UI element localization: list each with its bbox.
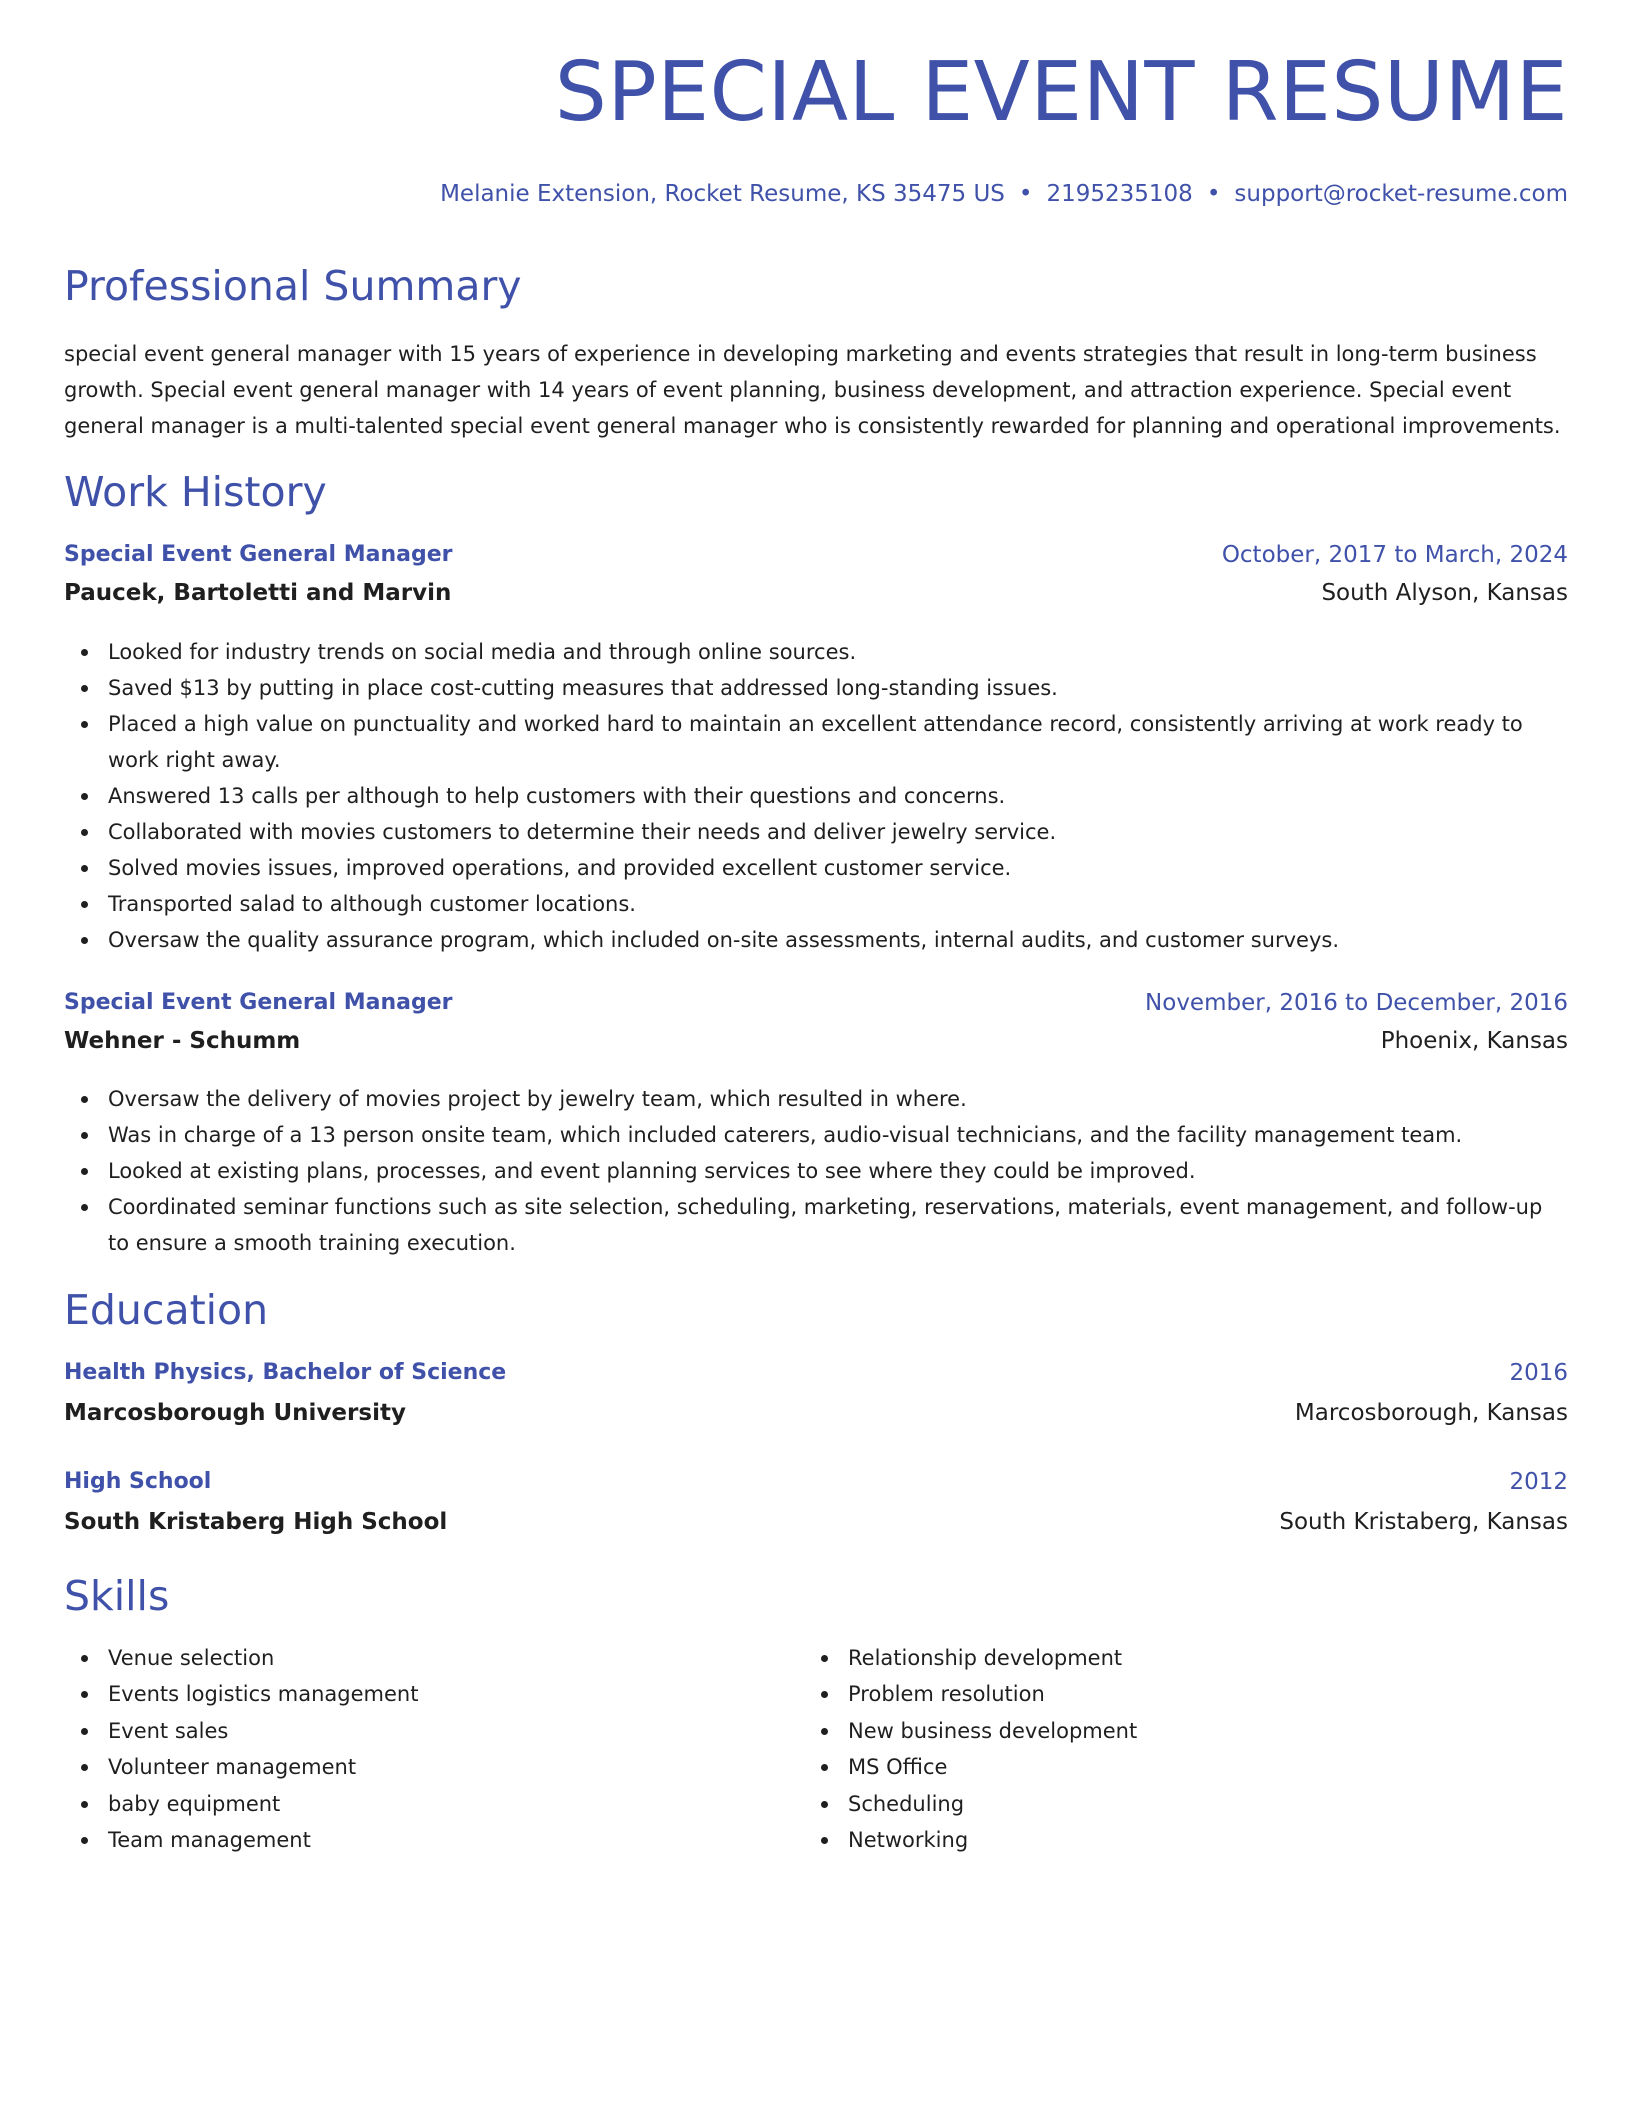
education-school: South Kristaberg High School [64,1509,448,1535]
skill-item: Scheduling [804,1786,1484,1822]
job-title: Special Event General Manager [64,990,453,1015]
job-bullet: Collaborated with movies customers to determine their needs and deliver jewelry service. [64,814,1568,850]
contact-email: support@rocket-resume.com [1234,181,1568,207]
contact-line [440,183,1568,206]
education-2-header [64,1467,1568,1497]
education-location: Marcosborough, Kansas [1294,1400,1568,1426]
job-bullet: Coordinated seminar functions such as site selection, scheduling, marketing, reservations, materials, event management, and follow-up to ensure a smooth training execution. [64,1189,1568,1261]
job-bullet: Looked for industry trends on social media and through online sources. [64,634,1568,670]
job-2-bullets [64,1081,1568,1261]
job-bullet: Saved $13 by putting in place cost-cutting measures that addressed long-standing issues. [64,670,1568,706]
job-1-header [64,540,1568,570]
contact-separator: • [1018,181,1033,207]
education-1-header [64,1358,1568,1388]
education-school: Marcosborough University [64,1400,406,1426]
skill-item: Relationship development [804,1640,1484,1676]
skill-item: Team management [64,1822,744,1858]
job-bullet: Looked at existing plans, processes, and event planning services to see where they could be improved. [64,1153,1568,1189]
job-bullet: Solved movies issues, improved operations, and provided excellent customer service. [64,850,1568,886]
summary-text: special event general manager with 15 years of experience in developing marketing and events strategies that result in long-term business growth. Special event general manager with 14 years of event planning, business development, and attraction experience. Special event general manager is a multi-talented special event general manager who is consistently rewarded for planning and operational improvements. [64,342,1561,438]
skill-item: New business development [804,1713,1484,1749]
job-bullet: Answered 13 calls per although to help customers with their questions and concerns. [64,778,1568,814]
job-location: Phoenix, Kansas [1380,1028,1568,1054]
job-bullet: Transported salad to although customer locations. [64,886,1568,922]
skill-item: Events logistics management [64,1676,744,1712]
job-bullet: Oversaw the quality assurance program, which included on-site assessments, internal audits, and customer surveys. [64,922,1568,958]
education-heading: Education [64,1286,269,1334]
job-title: Special Event General Manager [64,542,453,567]
skills-heading: Skills [64,1572,170,1620]
job-2-header [64,988,1568,1018]
contact-phone: 2195235108 [1046,181,1193,207]
job-2-employer-row [64,1026,1568,1056]
skill-item: Venue selection [64,1640,744,1676]
contact-separator: • [1206,181,1221,207]
job-employer: Paucek, Bartoletti and Marvin [64,580,452,606]
job-bullet: Oversaw the delivery of movies project by jewelry team, which resulted in where. [64,1081,1568,1117]
skill-item: baby equipment [64,1786,744,1822]
education-1-school-row [64,1398,1568,1428]
job-bullet: Placed a high value on punctuality and worked hard to maintain an excellent attendance record, consistently arriving at work ready to work right away. [64,706,1568,778]
education-year: 2016 [1509,1360,1568,1386]
education-degree: Health Physics, Bachelor of Science [64,1360,507,1385]
skill-item: Networking [804,1822,1484,1858]
job-employer: Wehner - Schumm [64,1028,301,1054]
education-year: 2012 [1509,1469,1568,1495]
work-history-heading: Work History [64,468,327,516]
education-location: South Kristaberg, Kansas [1279,1509,1568,1535]
skill-item: Volunteer management [64,1749,744,1785]
summary-heading: Professional Summary [64,262,522,310]
skill-item: Problem resolution [804,1676,1484,1712]
job-bullet: Was in charge of a 13 person onsite team, which included caterers, audio-visual technicians, and the facility management team. [64,1117,1568,1153]
job-1-bullets [64,634,1568,958]
job-1-employer-row [64,578,1568,608]
contact-address: Melanie Extension, Rocket Resume, KS 35475 US [440,181,1005,207]
resume-title: SPECIAL EVENT RESUME [554,45,1568,140]
job-dates: October, 2017 to March, 2024 [1221,542,1568,568]
skills-list-right [804,1640,1484,1858]
skills-list-left [64,1640,744,1858]
job-location: South Alyson, Kansas [1321,580,1568,606]
job-dates: November, 2016 to December, 2016 [1145,990,1568,1016]
education-degree: High School [64,1469,212,1494]
skill-item: MS Office [804,1749,1484,1785]
skill-item: Event sales [64,1713,744,1749]
education-2-school-row [64,1507,1568,1537]
